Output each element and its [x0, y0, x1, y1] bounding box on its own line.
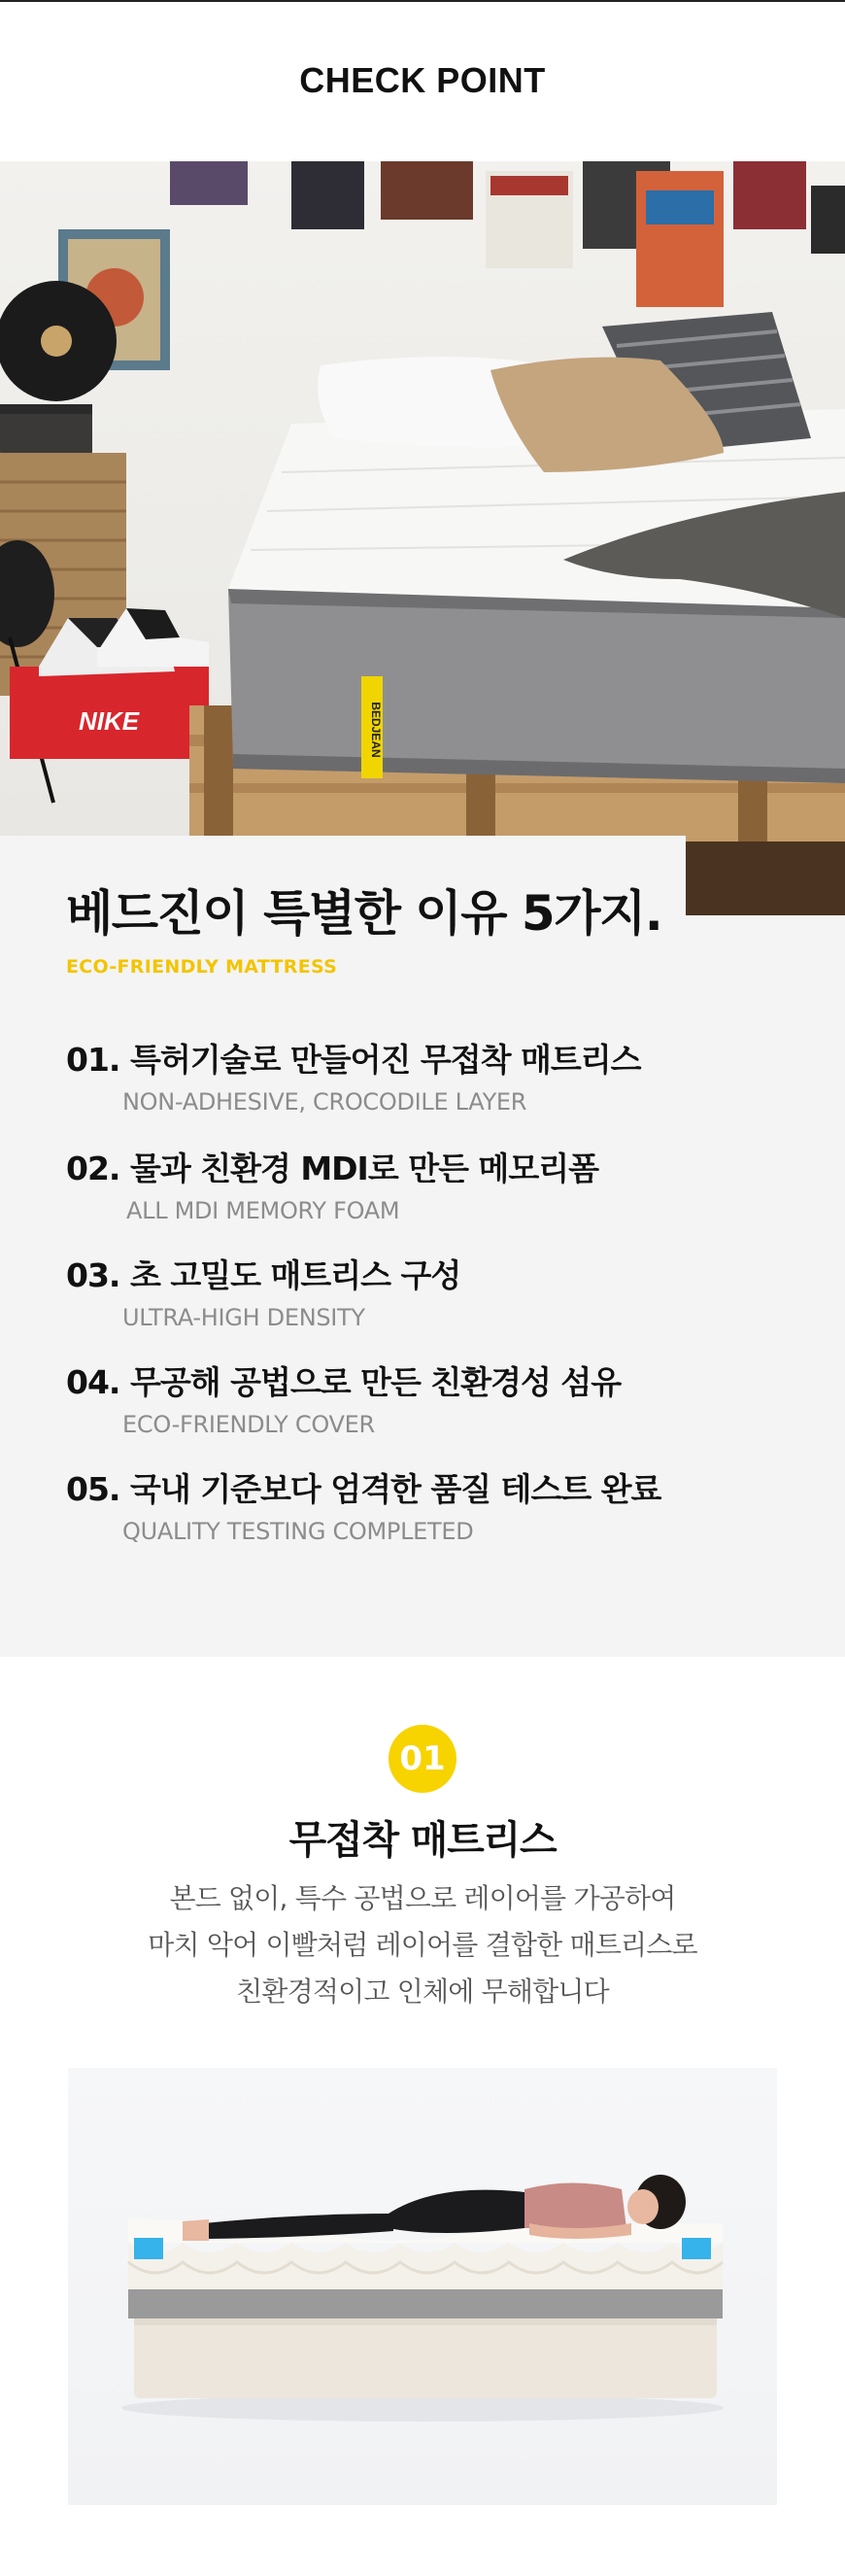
- reason-subtitle: ALL MDI MEMORY FOAM: [126, 1197, 400, 1224]
- feature-mattress-photo: [68, 2068, 777, 2505]
- reason-title: 01. 특허기술로 만들어진 무접착 매트리스: [66, 1041, 641, 1079]
- reason-item-1: [66, 1035, 640, 1116]
- intro-headline: 베드진이 특별한 이유 5가지.: [66, 885, 662, 942]
- mattress-label: BEDJEAN: [369, 702, 383, 758]
- hero-bedroom-photo: [0, 161, 845, 915]
- reason-subtitle: ECO-FRIENDLY COVER: [122, 1411, 375, 1438]
- reason-item-2: [66, 1144, 598, 1224]
- feature-description: [0, 1875, 845, 2015]
- reason-item-4: [66, 1357, 621, 1438]
- feature-desc-line: 본드 없이, 특수 공법으로 레이어를 가공하여: [169, 1882, 676, 1914]
- feature-desc-line: 마치 악어 이빨처럼 레이어를 결합한 매트리스로: [148, 1929, 697, 1961]
- reason-item-5: [66, 1464, 660, 1545]
- feature-number-badge: 01: [389, 1725, 456, 1793]
- top-divider: [0, 0, 845, 2]
- reason-subtitle: QUALITY TESTING COMPLETED: [122, 1518, 474, 1545]
- reason-title: 03. 초 고밀도 매트리스 구성: [66, 1256, 461, 1294]
- reason-title: 02. 물과 친환경 MDI로 만든 메모리폼: [66, 1150, 598, 1187]
- reason-title: 04. 무공해 공법으로 만든 친환경성 섬유: [66, 1363, 622, 1401]
- svg-text:NIKE: NIKE: [78, 706, 140, 736]
- reason-item-3: [66, 1251, 460, 1331]
- page-title: CHECK POINT: [299, 60, 546, 100]
- reason-title: 05. 국내 기준보다 엄격한 품질 테스트 완료: [66, 1470, 661, 1508]
- reason-subtitle: ULTRA-HIGH DENSITY: [122, 1304, 365, 1331]
- feature-title: 무접착 매트리스: [288, 1818, 557, 1863]
- eco-tag: ECO-FRIENDLY MATTRESS: [66, 956, 338, 978]
- reason-subtitle: NON-ADHESIVE, CROCODILE LAYER: [122, 1088, 527, 1116]
- feature-desc-line: 친환경적이고 인체에 무해합니다: [236, 1975, 609, 2008]
